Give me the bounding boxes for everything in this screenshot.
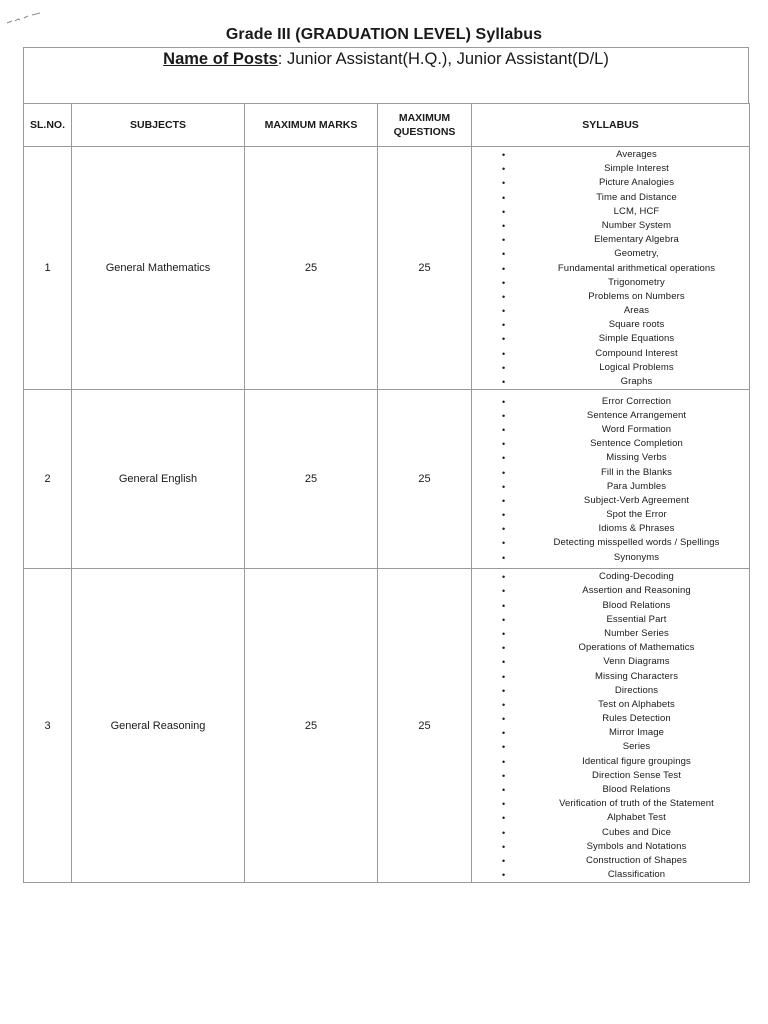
bullet-icon: • xyxy=(502,362,506,373)
syllabus-item-text: LCM, HCF xyxy=(613,205,660,217)
syllabus-item xyxy=(472,826,749,840)
header-slno: SL.NO. xyxy=(24,104,72,147)
syllabus-item xyxy=(472,755,749,769)
syllabus-item xyxy=(472,641,749,655)
syllabus-item-text: Sentence Completion xyxy=(590,438,683,450)
bullet-icon: • xyxy=(502,178,506,189)
cell-syllabus xyxy=(472,569,750,883)
syllabus-item-text: Cubes and Dice xyxy=(602,826,671,838)
bullet-icon: • xyxy=(502,439,506,450)
bullet-icon: • xyxy=(502,524,506,535)
bullet-icon: • xyxy=(502,291,506,302)
bullet-icon: • xyxy=(502,841,506,852)
bullet-icon: • xyxy=(502,855,506,866)
syllabus-item-text: Coding-Decoding xyxy=(599,571,674,583)
cell-max-questions: 25 xyxy=(378,569,472,883)
bullet-icon: • xyxy=(502,263,506,274)
syllabus-item xyxy=(472,466,749,480)
syllabus-item xyxy=(472,318,749,332)
syllabus-list xyxy=(472,147,749,389)
header-max-questions xyxy=(378,104,472,147)
bullet-icon: • xyxy=(502,699,506,710)
syllabus-item xyxy=(472,613,749,627)
syllabus-item-text: Picture Analogies xyxy=(598,177,675,189)
syllabus-item xyxy=(472,290,749,304)
syllabus-item-text: Geometry, xyxy=(614,248,659,260)
posts-line xyxy=(24,50,748,69)
syllabus-item-text: Para Jumbles xyxy=(606,480,667,492)
cell-subject: General English xyxy=(72,390,245,569)
bullet-icon: • xyxy=(502,671,506,682)
syllabus-item xyxy=(472,698,749,712)
bullet-icon: • xyxy=(502,277,506,288)
syllabus-item-text: Missing Verbs xyxy=(606,452,667,464)
cell-syllabus xyxy=(472,147,750,390)
syllabus-item-text: Classification xyxy=(607,869,666,881)
syllabus-item-text: Series xyxy=(622,741,651,753)
syllabus-item xyxy=(472,148,749,162)
syllabus-item-text: Areas xyxy=(623,305,650,317)
syllabus-item-text: Error Correction xyxy=(601,395,672,407)
syllabus-item xyxy=(472,551,749,565)
bullet-icon: • xyxy=(502,235,506,246)
syllabus-item-text: Symbols and Notations xyxy=(586,840,687,852)
syllabus-item-text: Assertion and Reasoning xyxy=(582,585,691,597)
syllabus-item xyxy=(472,205,749,219)
header-max-marks: MAXIMUM MARKS xyxy=(245,104,378,147)
syllabus-item xyxy=(472,740,749,754)
bullet-icon: • xyxy=(502,348,506,359)
syllabus-item xyxy=(472,480,749,494)
syllabus-item-text: Subject-Verb Agreement xyxy=(583,494,690,506)
syllabus-item xyxy=(472,304,749,318)
cell-max-marks: 25 xyxy=(245,147,378,390)
syllabus-item xyxy=(472,191,749,205)
syllabus-item-text: Direction Sense Test xyxy=(592,769,681,781)
syllabus-item xyxy=(472,233,749,247)
syllabus-item-text: Time and Distance xyxy=(596,191,677,203)
syllabus-item xyxy=(472,276,749,290)
header-subjects: SUBJECTS xyxy=(72,104,245,147)
table-row xyxy=(24,147,750,390)
syllabus-item xyxy=(472,854,749,868)
cell-subject: General Mathematics xyxy=(72,147,245,390)
syllabus-item-text: Alphabet Test xyxy=(607,812,666,824)
syllabus-item-text: Detecting misspelled words / Spellings xyxy=(553,537,720,549)
bullet-icon: • xyxy=(502,192,506,203)
syllabus-item xyxy=(472,584,749,598)
cell-max-questions: 25 xyxy=(378,147,472,390)
header-syllabus: SYLLABUS xyxy=(472,104,750,147)
syllabus-item xyxy=(472,536,749,550)
syllabus-item xyxy=(472,361,749,375)
bullet-icon: • xyxy=(502,150,506,160)
bullet-icon: • xyxy=(502,467,506,478)
syllabus-item xyxy=(472,726,749,740)
syllabus-item-text: Fundamental arithmetical operations xyxy=(557,262,716,274)
syllabus-item-text: Sentence Arrangement xyxy=(586,409,687,421)
syllabus-item-text: Averages xyxy=(616,149,657,160)
syllabus-item-text: Square roots xyxy=(608,319,665,331)
bullet-icon: • xyxy=(502,306,506,317)
syllabus-item-text: Blood Relations xyxy=(602,599,671,611)
cell-slno: 3 xyxy=(24,569,72,883)
syllabus-item xyxy=(472,868,749,882)
table-header-row xyxy=(24,104,750,147)
syllabus-table xyxy=(23,103,750,883)
syllabus-item xyxy=(472,599,749,613)
bullet-icon: • xyxy=(502,600,506,611)
syllabus-item xyxy=(472,797,749,811)
pen-scribble-mark xyxy=(6,12,46,26)
syllabus-item-text: Venn Diagrams xyxy=(603,656,670,668)
syllabus-item xyxy=(472,262,749,276)
syllabus-item-text: Verification of truth of the Statement xyxy=(559,798,714,810)
header-max-questions-line1: MAXIMUM xyxy=(398,112,451,124)
bullet-icon: • xyxy=(502,164,506,175)
bullet-icon: • xyxy=(502,628,506,639)
syllabus-item-text: Idioms & Phrases xyxy=(598,523,675,535)
bullet-icon: • xyxy=(502,813,506,824)
syllabus-item-text: Essential Part xyxy=(606,613,667,625)
bullet-icon: • xyxy=(502,614,506,625)
bullet-icon: • xyxy=(502,538,506,549)
header-max-questions-line2: QUESTIONS xyxy=(393,126,456,138)
syllabus-item-text: Operations of Mathematics xyxy=(578,642,695,654)
table-row xyxy=(24,569,750,883)
syllabus-item-text: Mirror Image xyxy=(608,727,665,739)
syllabus-item xyxy=(472,769,749,783)
syllabus-item-text: Elementary Algebra xyxy=(594,234,679,246)
syllabus-item xyxy=(472,395,749,409)
syllabus-item xyxy=(472,247,749,261)
syllabus-item-text: Graphs xyxy=(620,376,653,387)
bullet-icon: • xyxy=(502,249,506,260)
cell-max-marks: 25 xyxy=(245,390,378,569)
syllabus-item xyxy=(472,684,749,698)
bullet-icon: • xyxy=(502,657,506,668)
page-title: Grade III (GRADUATION LEVEL) Syllabus xyxy=(225,26,543,43)
syllabus-item xyxy=(472,347,749,361)
syllabus-item xyxy=(472,423,749,437)
syllabus-item xyxy=(472,627,749,641)
syllabus-item-text: Test on Alphabets xyxy=(598,698,675,710)
bullet-icon: • xyxy=(502,728,506,739)
syllabus-item xyxy=(472,570,749,584)
syllabus-item xyxy=(472,437,749,451)
syllabus-item xyxy=(472,162,749,176)
syllabus-item-text: Identical figure groupings xyxy=(582,755,691,767)
bullet-icon: • xyxy=(502,220,506,231)
bullet-icon: • xyxy=(502,552,506,563)
cell-slno: 2 xyxy=(24,390,72,569)
syllabus-item-text: Trigonometry xyxy=(608,276,665,288)
bullet-icon: • xyxy=(502,714,506,725)
syllabus-item-text: Missing Characters xyxy=(594,670,679,682)
syllabus-item xyxy=(472,522,749,536)
syllabus-item xyxy=(472,670,749,684)
syllabus-item-text: Number Series xyxy=(604,627,669,639)
syllabus-item xyxy=(472,811,749,825)
cell-syllabus xyxy=(472,390,750,569)
bullet-icon: • xyxy=(502,320,506,331)
syllabus-item xyxy=(472,409,749,423)
bullet-icon: • xyxy=(502,495,506,506)
syllabus-item xyxy=(472,375,749,389)
syllabus-item-text: Synonyms xyxy=(613,551,660,563)
bullet-icon: • xyxy=(502,770,506,781)
cell-max-questions: 25 xyxy=(378,390,472,569)
syllabus-item xyxy=(472,176,749,190)
posts-value: : Junior Assistant(H.Q.), Junior Assistant(D/L) xyxy=(277,50,609,68)
syllabus-item xyxy=(472,508,749,522)
bullet-icon: • xyxy=(502,827,506,838)
syllabus-item-text: Fill in the Blanks xyxy=(601,466,672,478)
table-row xyxy=(24,390,750,569)
posts-label: Name of Posts xyxy=(163,50,278,68)
syllabus-item xyxy=(472,494,749,508)
syllabus-item-text: Construction of Shapes xyxy=(586,854,687,866)
syllabus-item xyxy=(472,451,749,465)
bullet-icon: • xyxy=(502,742,506,753)
cell-max-marks: 25 xyxy=(245,569,378,883)
syllabus-item-text: Simple Equations xyxy=(598,333,675,345)
syllabus-item-text: Number System xyxy=(601,219,672,231)
bullet-icon: • xyxy=(502,586,506,597)
bullet-icon: • xyxy=(502,206,506,217)
bullet-icon: • xyxy=(502,510,506,521)
syllabus-item-text: Blood Relations xyxy=(602,784,671,795)
syllabus-item-text: Compound Interest xyxy=(595,347,678,359)
bullet-icon: • xyxy=(502,572,506,583)
posts-header-box xyxy=(23,47,749,103)
bullet-icon: • xyxy=(502,685,506,696)
syllabus-item xyxy=(472,712,749,726)
syllabus-item-text: Directions xyxy=(614,684,659,696)
bullet-icon: • xyxy=(502,481,506,492)
bullet-icon: • xyxy=(502,453,506,464)
syllabus-list xyxy=(472,394,749,565)
syllabus-item xyxy=(472,332,749,346)
bullet-icon: • xyxy=(502,643,506,654)
syllabus-item-text: Word Formation xyxy=(601,423,672,435)
syllabus-item xyxy=(472,219,749,233)
syllabus-item-text: Logical Problems xyxy=(599,361,674,373)
syllabus-item-text: Simple Interest xyxy=(604,163,669,175)
bullet-icon: • xyxy=(502,756,506,767)
bullet-icon: • xyxy=(502,396,506,407)
bullet-icon: • xyxy=(502,799,506,810)
bullet-icon: • xyxy=(502,870,506,881)
syllabus-item xyxy=(472,783,749,797)
cell-slno: 1 xyxy=(24,147,72,390)
syllabus-item-text: Rules Detection xyxy=(602,713,671,725)
bullet-icon: • xyxy=(502,410,506,421)
syllabus-list xyxy=(472,569,749,882)
syllabus-item-text: Spot the Error xyxy=(606,509,667,521)
syllabus-item xyxy=(472,655,749,669)
cell-subject: General Reasoning xyxy=(72,569,245,883)
bullet-icon: • xyxy=(502,377,506,387)
bullet-icon: • xyxy=(502,334,506,345)
bullet-icon: • xyxy=(502,785,506,795)
bullet-icon: • xyxy=(502,424,506,435)
syllabus-item-text: Problems on Numbers xyxy=(588,290,685,302)
syllabus-item xyxy=(472,840,749,854)
